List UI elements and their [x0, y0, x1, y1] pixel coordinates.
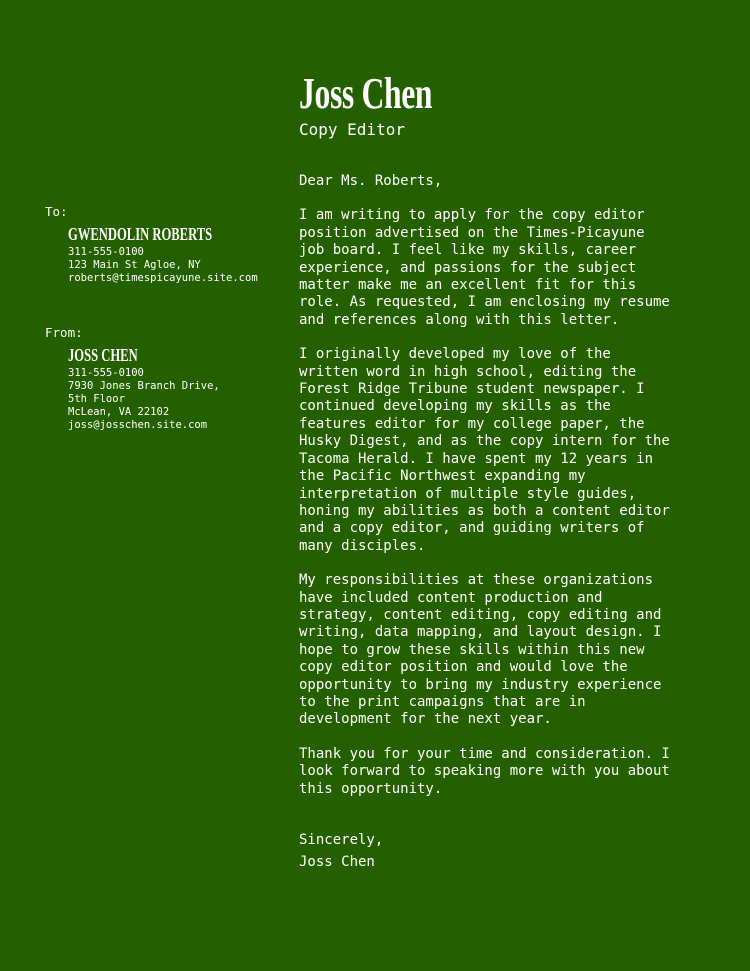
- sender-block: [45, 325, 220, 432]
- letter-header: [299, 70, 484, 140]
- signature: Joss Chen: [299, 854, 375, 870]
- body-paragraph: My responsibilities at these organizations have included content production and strategy, content editing, copy editing and writing, data mapping, and layout design. I hope to grow these skills within this new copy editor position and would love the opportunity to bring my industry experience to the print campaigns that are in development for the next year.: [299, 572, 662, 728]
- sender-address-line-1: 7930 Jones Branch Drive,: [68, 380, 220, 392]
- sender-name: JOSS CHEN: [68, 345, 138, 365]
- sender-city: McLean, VA 22102: [68, 406, 170, 418]
- body-paragraph: I originally developed my love of the written word in high school, editing the Forest Ridge Tribune student newspaper. I continued developing my skills as the features editor for my college paper, the Husky Digest, and as the copy intern for the Tacoma Herald. I have spent my 12 years in the Pacific Northwest expanding my interpretation of multiple style guides, honing my abilities as both a content editor and a copy editor, and guiding writers of many disciples.: [299, 346, 670, 554]
- recipient-name: GWENDOLIN ROBERTS: [68, 224, 213, 244]
- sender-email: joss@josschen.site.com: [68, 419, 208, 431]
- sender-contact: [68, 345, 220, 432]
- sender-name-heading: Joss Chen: [299, 69, 433, 118]
- body-paragraph: Thank you for your time and consideration. I look forward to speaking more with you about this opportunity.: [299, 745, 670, 797]
- letter-body: [299, 173, 671, 873]
- to-label: To:: [45, 204, 68, 219]
- recipient-contact: [68, 224, 274, 285]
- recipient-email: roberts@timespicayune.site.com: [68, 272, 258, 284]
- salutation: Dear Ms. Roberts,: [299, 173, 443, 189]
- from-label: From:: [45, 325, 83, 340]
- recipient-phone: 311-555-0100: [68, 246, 144, 258]
- body-paragraph: I am writing to apply for the copy editor position advertised on the Times-Picayune job board. I feel like my skills, career experience, and passions for the subject matter make me an excellent fit for this role. As requested, I am enclosing my resume and references along with this letter.: [299, 207, 670, 328]
- sender-address-line-2: 5th Floor: [68, 393, 125, 405]
- sender-phone: 311-555-0100: [68, 367, 144, 379]
- closing: Sincerely,: [299, 832, 384, 848]
- recipient-address: 123 Main St Agloe, NY: [68, 259, 201, 271]
- recipient-block: [45, 204, 274, 285]
- sender-role: Copy Editor: [299, 120, 405, 139]
